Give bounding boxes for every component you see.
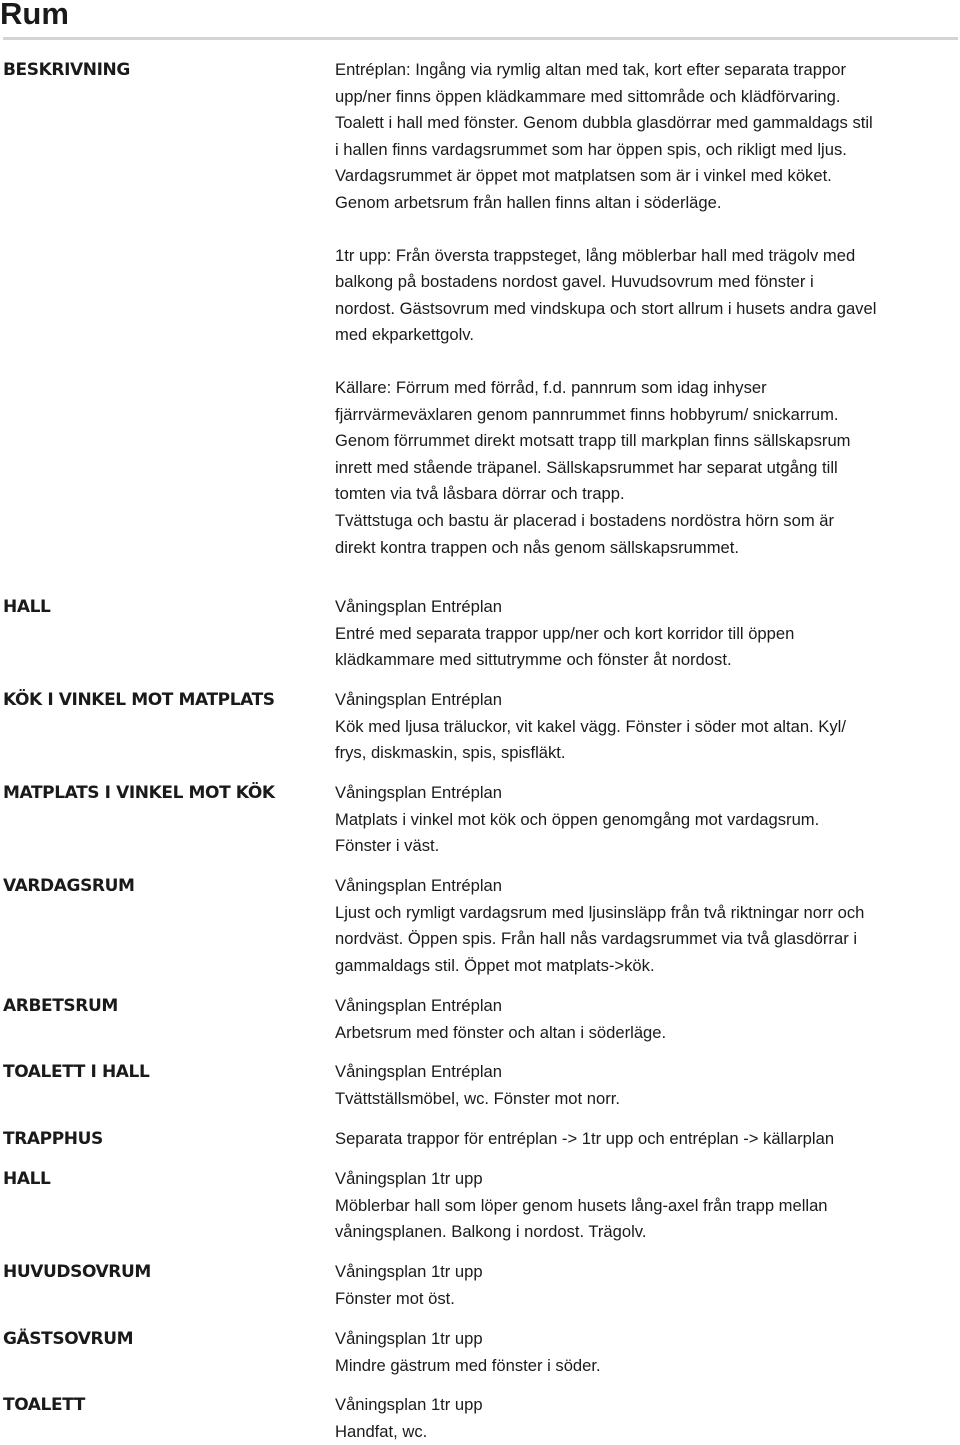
text-line: direkt kontra trappen och nås genom sällskapsrummet.	[335, 537, 739, 557]
text-line: upp/ner finns öppen klädkammare med sittområde och klädförvaring.	[335, 86, 841, 106]
room-details	[335, 1126, 957, 1153]
text-line: Separata trappor för entréplan -> 1tr upp och entréplan -> källarplan	[335, 1129, 835, 1148]
room-level: Våningsplan Entréplan	[335, 690, 502, 709]
page-title: Rum	[0, 0, 69, 31]
text-line: Handfat, wc.	[335, 1421, 428, 1441]
text-line: Fönster i väst.	[335, 836, 440, 856]
room-level: Våningsplan 1tr upp	[335, 1329, 483, 1348]
room-details	[335, 1326, 957, 1379]
room-name: KÖK I VINKEL MOT MATPLATS	[3, 690, 275, 710]
text-line: 1tr upp: Från översta trappsteget, lång möblerbar hall med trägolv med	[335, 245, 856, 265]
room-level: Våningsplan 1tr upp	[335, 1395, 483, 1414]
room-level: Våningsplan Entréplan	[335, 876, 502, 895]
room-details	[335, 1166, 957, 1246]
text-line: Matplats i vinkel mot kök och öppen genomgång mot vardagsrum.	[335, 809, 820, 829]
description-paragraph	[335, 57, 957, 217]
room-name: GÄSTSOVRUM	[3, 1329, 134, 1349]
text-line: Arbetsrum med fönster och altan i söderläge.	[335, 1022, 667, 1042]
text-line: Tvättstuga och bastu är placerad i bostadens nordöstra hörn som är	[335, 510, 835, 530]
text-line: tomten via två låsbara dörrar och trapp.	[335, 484, 625, 504]
title-divider	[3, 37, 958, 40]
room-level: Våningsplan Entréplan	[335, 597, 502, 616]
description-text	[335, 57, 957, 561]
room-details	[335, 1392, 957, 1445]
text-line: Källare: Förrum med förråd, f.d. pannrum som idag inhyser	[335, 377, 767, 397]
text-line: Tvättställsmöbel, wc. Fönster mot norr.	[335, 1088, 620, 1108]
text-line: klädkammare med sittutrymme och fönster åt nordost.	[335, 650, 732, 670]
text-line: Entré med separata trappor upp/ner och kort korridor till öppen	[335, 623, 795, 643]
room-name: HUVUDSOVRUM	[3, 1262, 151, 1282]
text-line: våningsplanen. Balkong i nordost. Trägolv.	[335, 1222, 647, 1242]
room-level: Våningsplan Entréplan	[335, 1062, 502, 1081]
room-details	[335, 780, 957, 860]
room-level: Våningsplan Entréplan	[335, 783, 502, 802]
text-line: frys, diskmaskin, spis, spisfläkt.	[335, 743, 566, 763]
text-line: Genom arbetsrum från hallen finns altan i söderläge.	[335, 192, 722, 212]
text-line: Genom förrummet direkt motsatt trapp till markplan finns sällskapsrum	[335, 431, 851, 451]
text-line: Kök med ljusa träluckor, vit kakel vägg. Fönster i söder mot altan. Kyl/	[335, 716, 846, 736]
section-label: BESKRIVNING	[3, 60, 130, 80]
description-paragraph	[335, 375, 957, 561]
text-line: Ljust och rymligt vardagsrum med ljusinsläpp från två riktningar norr och	[335, 902, 865, 922]
room-name: TOALETT	[3, 1395, 85, 1415]
room-name: ARBETSRUM	[3, 996, 118, 1016]
room-details	[335, 873, 957, 979]
room-details	[335, 687, 957, 767]
room-details	[335, 1259, 957, 1312]
description-paragraph	[335, 243, 957, 349]
room-details	[335, 594, 957, 674]
text-line: gammaldags stil. Öppet mot matplats->kök.	[335, 955, 655, 975]
text-line: Vardagsrummet är öppet mot matplatsen som är i vinkel med köket.	[335, 166, 832, 186]
room-level: Våningsplan Entréplan	[335, 996, 502, 1015]
text-line: Möblerbar hall som löper genom husets lång-axel från trapp mellan	[335, 1195, 828, 1215]
room-name: VARDAGSRUM	[3, 876, 135, 896]
room-name: MATPLATS I VINKEL MOT KÖK	[3, 783, 275, 803]
room-level: Våningsplan 1tr upp	[335, 1262, 483, 1281]
text-line: Fönster mot öst.	[335, 1288, 455, 1308]
room-level: Våningsplan 1tr upp	[335, 1169, 483, 1188]
room-name: HALL	[3, 1169, 51, 1189]
text-line: med ekparkettgolv.	[335, 325, 474, 345]
text-line: inrett med stående träpanel. Sällskapsrummet har separat utgång till	[335, 457, 838, 477]
room-details	[335, 1059, 957, 1112]
room-name: TRAPPHUS	[3, 1129, 103, 1149]
text-line: nordväst. Öppen spis. Från hall nås vardagsrummet via två glasdörrar i	[335, 929, 858, 949]
room-name: TOALETT I HALL	[3, 1062, 150, 1082]
text-line: nordost. Gästsovrum med vindskupa och stort allrum i husets andra gavel	[335, 298, 877, 318]
text-line: balkong på bostadens nordost gavel. Huvudsovrum med fönster i	[335, 272, 814, 292]
text-line: Entréplan: Ingång via rymlig altan med tak, kort efter separata trappor	[335, 60, 846, 79]
room-name: HALL	[3, 597, 51, 617]
text-line: fjärrvärmeväxlaren genom pannrummet finns hobbyrum/ snickarrum.	[335, 404, 839, 424]
text-line: Toalett i hall med fönster. Genom dubbla glasdörrar med gammaldags stil	[335, 113, 873, 133]
text-line: i hallen finns vardagsrummet som har öppen spis, och rikligt med ljus.	[335, 139, 847, 159]
room-details	[335, 993, 957, 1046]
text-line: Mindre gästrum med fönster i söder.	[335, 1355, 601, 1375]
